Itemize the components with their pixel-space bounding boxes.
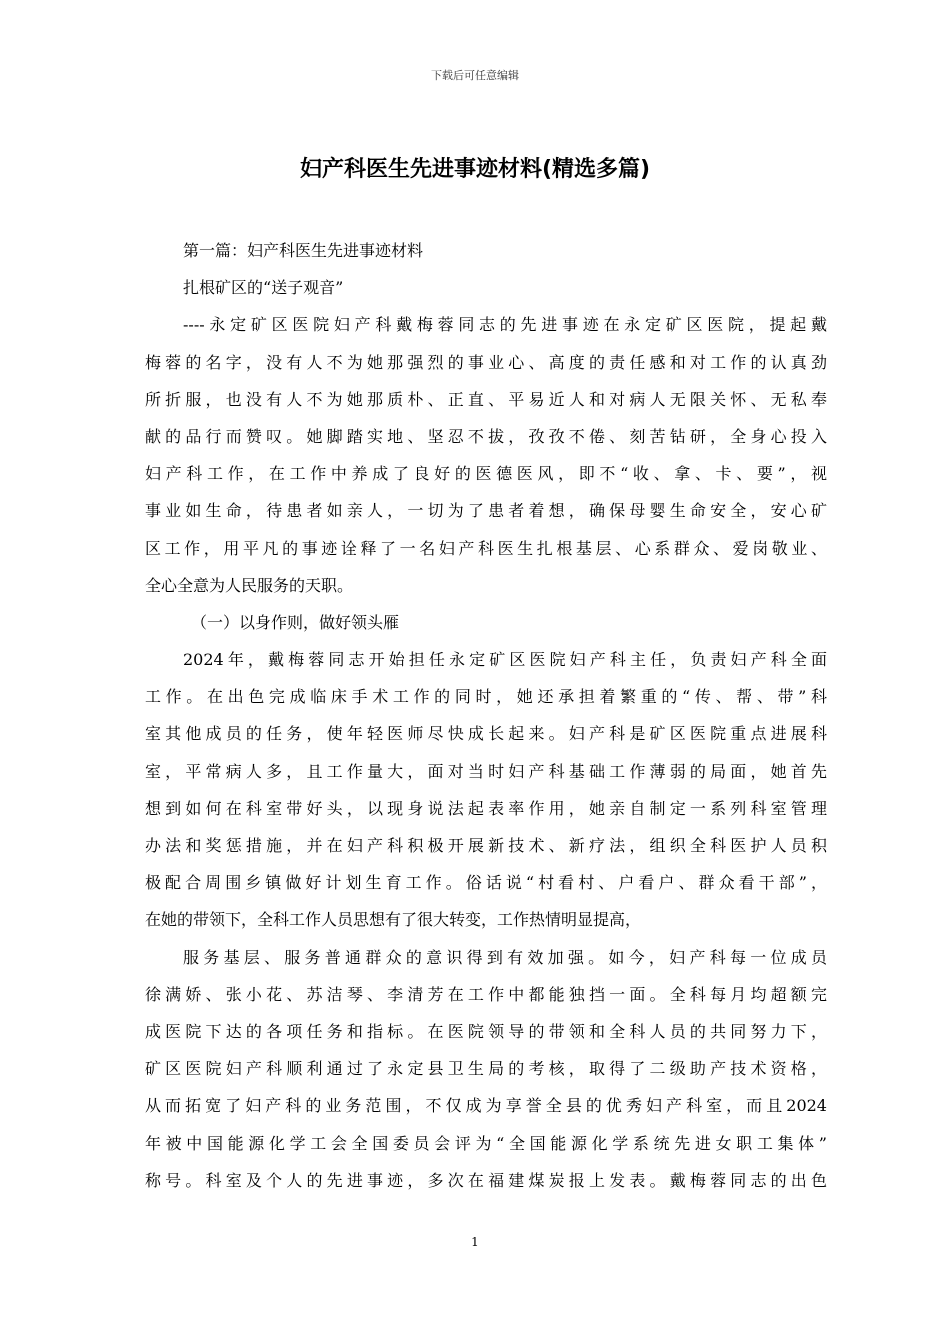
paragraph-line: 矿区医院妇产科顺利通过了永定县卫生局的考核，取得了二级助产技术资格， [145,1059,827,1079]
paragraph-line: 从而拓宽了妇产科的业务范围，不仅成为享誉全县的优秀妇产科室，而且2024 [145,1096,827,1116]
subtitle-line: 扎根矿区的“送子观音” [183,278,344,298]
section-heading: 第一篇：妇产科医生先进事迹材料 [183,241,424,260]
paragraph-line: 服务基层、服务普通群众的意识得到有效加强。如今，妇产科每一位成员 [183,947,827,967]
paragraph-line: 年被中国能源化学工会全国委员会评为“全国能源化学系统先进女职工集体” [145,1133,827,1153]
paragraph-line: 室其他成员的任务，使年轻医师尽快成长起来。妇产科是矿区医院重点进展科 [145,724,827,744]
paragraph-line: 想到如何在科室带好头，以现身说法起表率作用，她亲自制定一系列科室管理 [145,798,827,818]
paragraph-line: 2024年，戴梅蓉同志开始担任永定矿区医院妇产科主任，负责妇产科全面 [183,650,827,670]
paragraph-line: 事业如生命，待患者如亲人，一切为了患者着想，确保母婴生命安全，安心矿 [145,501,827,521]
paragraph-line: 成医院下达的各项任务和指标。在医院领导的带领和全科人员的共同努力下， [145,1021,827,1041]
page-header-note: 下载后可任意编辑 [431,69,519,82]
paragraph-line: 妇产科工作，在工作中养成了良好的医德医风，即不“收、拿、卡、要”，视 [145,464,827,484]
paragraph-line: 所折服，也没有人不为她那质朴、正直、平易近人和对病人无限关怀、无私奉 [145,389,827,409]
paragraph-line: 办法和奖惩措施，并在妇产科积极开展新技术、新疗法，组织全科医护人员积 [145,836,827,855]
page-number: 1 [471,1235,479,1249]
paragraph-line: 献的品行而赞叹。她脚踏实地、坚忍不拔，孜孜不倦、刻苦钻研，全身心投入 [145,426,827,446]
paragraph-line: 工作。在出色完成临床手术工作的同时，她还承担着繁重的“传、帮、带”科 [145,687,827,707]
subsection-heading: （一）以身作则，做好领头雁 [191,612,400,632]
paragraph-line: 徐满娇、张小花、苏洁琴、李清芳在工作中都能独挡一面。全科每月均超额完 [145,984,827,1004]
paragraph-line: 室，平常病人多，且工作量大，面对当时妇产科基础工作薄弱的局面，她首先 [145,761,827,781]
paragraph-line: ----永定矿区医院妇产科戴梅蓉同志的先进事迹在永定矿区医院，提起戴 [183,315,827,335]
paragraph-line: 梅蓉的名字，没有人不为她那强烈的事业心、高度的责任感和对工作的认真劲 [145,352,827,372]
paragraph-line: 极配合周围乡镇做好计划生育工作。俗话说“村看村、户看户、群众看干部”， [145,873,827,893]
document-title: 妇产科医生先进事迹材料(精选多篇) [299,157,651,182]
document-body [145,232,827,1199]
paragraph-line: 全心全意为人民服务的天职。 [145,575,354,595]
paragraph-line: 称号。科室及个人的先进事迹，多次在福建煤炭报上发表。戴梅蓉同志的出色 [145,1170,827,1190]
paragraph-line: 区工作，用平凡的事迹诠释了一名妇产科医生扎根基层、心系群众、爱岗敬业、 [145,538,827,558]
paragraph-line: 在她的带领下，全科工作人员思想有了很大转变，工作热情明显提高， [145,910,642,930]
